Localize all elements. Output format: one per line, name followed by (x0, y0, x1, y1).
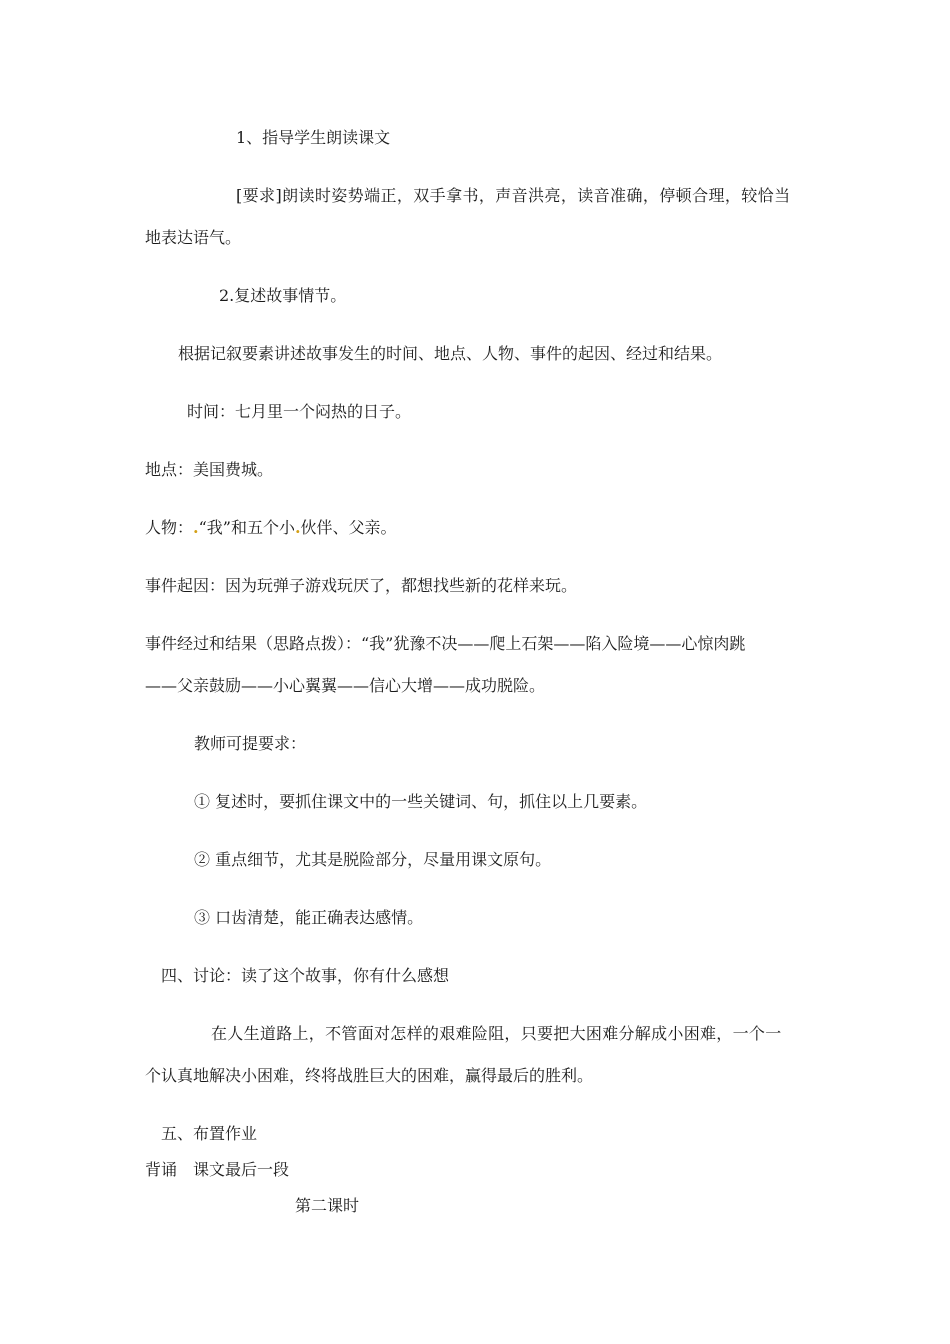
heading-second-lesson: 第二课时 (295, 1196, 360, 1215)
characters-part1: “我”和五个小 (198, 518, 295, 537)
paragraph-requirement-line1: [要求]朗读时姿势端正，双手拿书，声音洪亮，读音准确，停顿合理，较恰当 (236, 186, 791, 205)
element-process-line1: 事件经过和结果（思路点拨）：“我”犹豫不决——爬上石架——陷入险境——心惊肉跳 (145, 634, 746, 653)
emphasis-dot: . (193, 518, 199, 537)
heading-discussion: 四、讨论：读了这个故事，你有什么感想 (161, 966, 450, 985)
heading-retell-plot: 2.复述故事情节。 (219, 286, 347, 305)
emphasis-dot: . (294, 518, 301, 537)
element-process-line2: ——父亲鼓励——小心翼翼——信心大增——成功脱险。 (145, 676, 546, 695)
requirement-item-3: ③ 口齿清楚，能正确表达感情。 (194, 908, 424, 927)
characters-part2: 伙伴、父亲。 (300, 518, 397, 537)
element-place: 地点：美国费城。 (145, 460, 274, 479)
heading-reading-guide: 1、指导学生朗读课文 (236, 128, 391, 147)
heading-teacher-requirements: 教师可提要求： (194, 734, 307, 753)
paragraph-requirement-line2: 地表达语气。 (145, 228, 242, 247)
paragraph-discussion-line1: 在人生道路上，不管面对怎样的艰难险阻，只要把大困难分解成小困难，一个一 (211, 1024, 782, 1043)
paragraph-narrative-elements: 根据记叙要素讲述故事发生的时间、地点、人物、事件的起因、经过和结果。 (178, 344, 723, 363)
element-characters (145, 518, 397, 538)
paragraph-discussion-line2: 个认真地解决小困难，终将战胜巨大的困难，赢得最后的胜利。 (145, 1066, 594, 1085)
requirement-item-1: ① 复述时，要抓住课文中的一些关键词、句，抓住以上几要素。 (194, 792, 648, 811)
requirement-item-2: ② 重点细节，尤其是脱险部分，尽量用课文原句。 (194, 850, 552, 869)
characters-label: 人物： (145, 518, 194, 537)
element-time: 时间：七月里一个闷热的日子。 (187, 402, 412, 421)
element-cause: 事件起因：因为玩弹子游戏玩厌了，都想找些新的花样来玩。 (145, 576, 578, 595)
heading-homework: 五、布置作业 (161, 1124, 258, 1143)
homework-item: 背诵 课文最后一段 (145, 1160, 290, 1179)
